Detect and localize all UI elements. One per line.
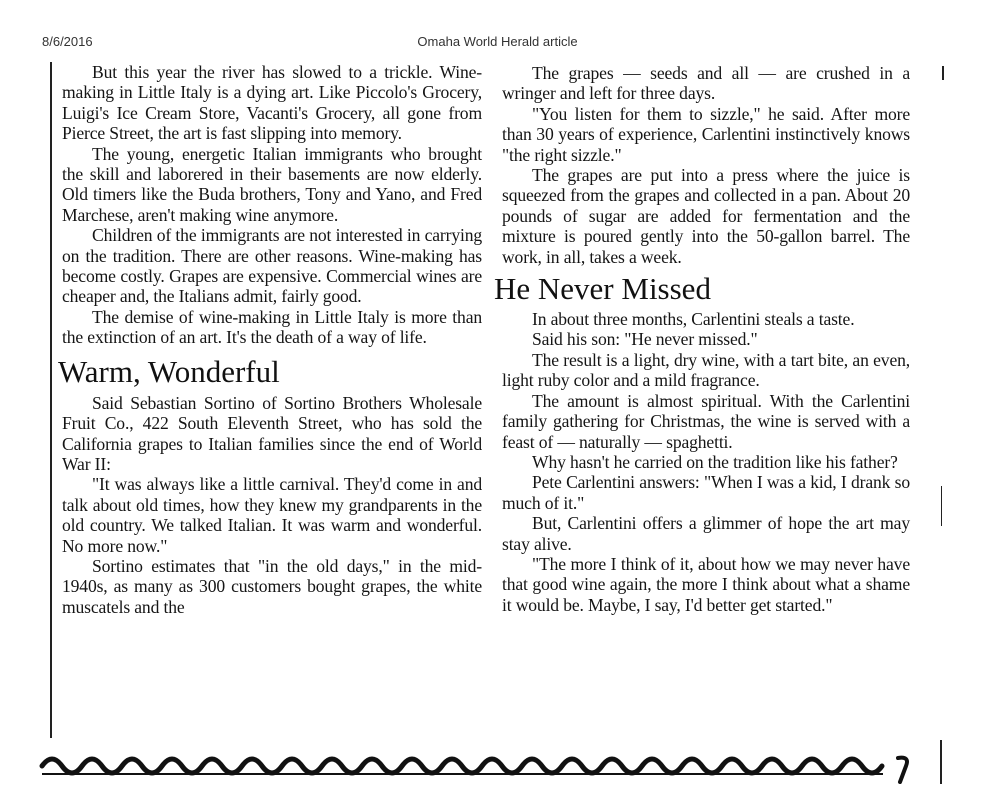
article-paragraph: "You listen for them to sizzle," he said. After more than 30 years of experience, Carlentini instinctively knows "the right sizzle." xyxy=(502,103,910,165)
section-heading-he-never-missed: He Never Missed xyxy=(494,271,711,307)
page-title: Omaha World Herald article xyxy=(417,34,578,49)
article-paragraph: Why hasn't he carried on the tradition like his father? xyxy=(532,451,898,472)
right-edge-rule-middle xyxy=(941,486,942,526)
print-date: 8/6/2016 xyxy=(42,34,93,49)
article-paragraph: Said his son: "He never missed." xyxy=(532,329,758,350)
article-paragraph: The demise of wine-making in Little Italy is more than the extinction of an art. It's the death of a way of life. xyxy=(62,306,482,348)
article-paragraph: Pete Carlentini answers: "When I was a kid, I drank so much of it." xyxy=(502,472,910,513)
article-paragraph: The grapes are put into a press where the juice is squeezed from the grapes and collected in a pan. About 20 pounds of sugar are added for fermentation and the mixture is poured gently into the 50-gallon barrel. The work, in all, takes a week. xyxy=(502,165,910,267)
article-paragraph: But this year the river has slowed to a trickle. Wine-making in Little Italy is a dying art. Like Piccolo's Grocery, Luigi's Ice Cream Store, Vacanti's Grocery, all gone from Pierce Street, the art is fast slipping into memory. xyxy=(62,62,482,144)
article-paragraph: "The more I think of it, about how we may never have that good wine again, the more I think about what a shame it would be. Maybe, I say, I'd better get started." xyxy=(502,553,910,615)
article-paragraph: The result is a light, dry wine, with a tart bite, an even, light ruby color and a mild fragrance. xyxy=(502,349,910,391)
section-heading-warm-wonderful: Warm, Wonderful xyxy=(58,353,280,389)
article-paragraph: The amount is almost spiritual. With the Carlentini family gathering for Christmas, the wine is served with a feast of — naturally — spaghetti. xyxy=(502,390,910,452)
article-paragraph: Sortino estimates that "in the old days," in the mid-1940s, as many as 300 customers bought grapes, the white muscatels and the xyxy=(62,555,482,617)
right-edge-rule-bottom xyxy=(940,740,942,784)
right-column xyxy=(494,63,910,615)
left-column-rule xyxy=(50,62,52,738)
article-paragraph: But, Carlentini offers a glimmer of hope the art may stay alive. xyxy=(502,513,910,554)
article-paragraph: The young, energetic Italian immigrants who brought the skill and laborered in their basements are now elderly. Old timers like the Buda brothers, Tony and Yano, and Fred Marchese, aren't making wine anymore. xyxy=(62,143,482,225)
decorative-wave-border xyxy=(38,744,918,784)
article-paragraph: Children of the immigrants are not interested in carrying on the tradition. There are other reasons. Wine-making has become costly. Grapes are expensive. Commercial wines are cheaper and, the Italians admit, fairly good. xyxy=(62,225,482,307)
left-column xyxy=(58,62,482,617)
article-paragraph: The grapes — seeds and all — are crushed in a wringer and left for three days. xyxy=(502,63,910,104)
right-edge-rule-top xyxy=(942,66,944,80)
article-paragraph: "It was always like a little carnival. They'd come in and talk about old times, how they knew my grandparents in the old country. We talked Italian. It was warm and wonderful. No more now." xyxy=(62,474,482,556)
article-paragraph: Said Sebastian Sortino of Sortino Brothers Wholesale Fruit Co., 422 South Eleventh Street, who has sold the California grapes to Italian families since the end of World War II: xyxy=(62,392,482,474)
article-paragraph: In about three months, Carlentini steals a taste. xyxy=(532,309,855,330)
